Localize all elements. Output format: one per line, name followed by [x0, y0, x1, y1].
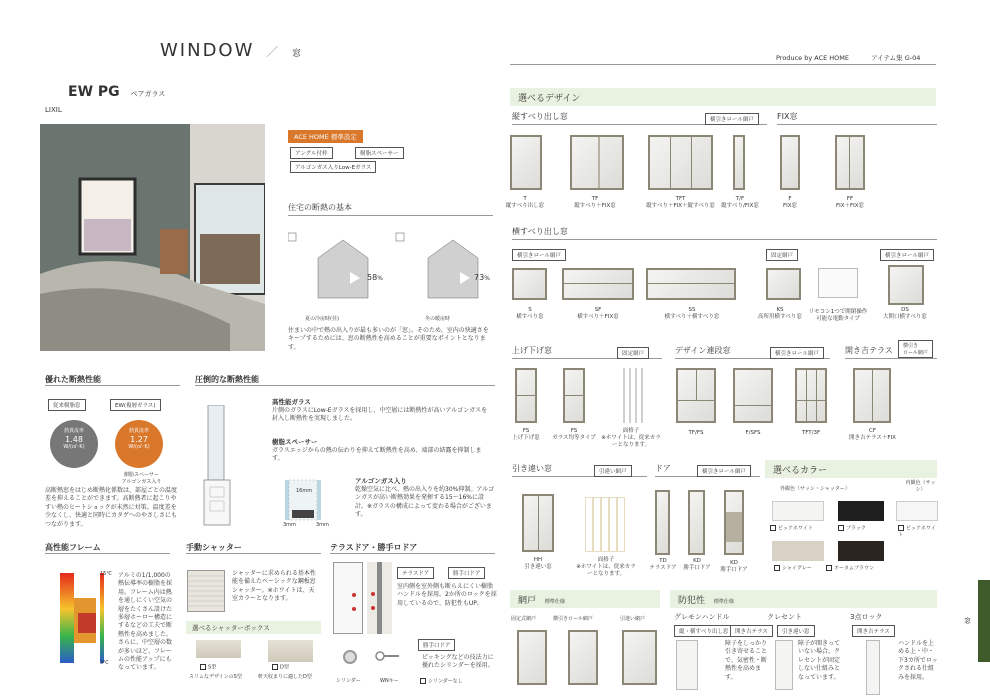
win-FF — [835, 135, 865, 190]
rendo-tag: 横引きロール網戸 — [770, 347, 824, 359]
u-value-ew — [115, 420, 163, 468]
produce-credit — [776, 53, 920, 62]
name-TFT: 縦すべり＋FIX＋縦すべり窓 — [646, 203, 715, 210]
screen-roll: 横引きロール網戸 — [553, 616, 593, 622]
color-label-1 — [838, 525, 866, 532]
g1-tag-0: 縦・横すべり出し窓 — [674, 625, 733, 637]
code-TF-FS: TF/FS — [688, 430, 704, 436]
key-icon — [375, 649, 400, 664]
crescent-image — [775, 640, 793, 690]
design-section-title: 選べるデザイン — [510, 88, 936, 106]
code-FS2: FS — [570, 428, 578, 434]
outer-color-label: 外観色（サッシ・シャッター） — [780, 486, 850, 492]
win-DS — [888, 265, 924, 305]
g1-desc: 障子をしっかり引き寄せることで、気密性・断熱性を高めます。 — [725, 640, 768, 681]
hakidashi-tag: 横引き ロール網戸 — [898, 340, 933, 358]
name-KD1: 勝手口ドア — [683, 565, 711, 572]
g2-tag-0: 引き違い窓 — [777, 625, 815, 637]
screen-title-bar — [510, 590, 660, 608]
cyl-none-label — [420, 678, 463, 685]
win-SF — [562, 268, 634, 300]
rendo-title: デザイン連段窓 — [675, 345, 830, 359]
hikichigai-tag: 引違い網戸 — [594, 465, 632, 477]
insulation-title: 住宅の断熱の基本 — [288, 202, 493, 216]
yoko-title: 横すべり出し窓 — [512, 226, 937, 240]
dim-3mm-b: 3mm — [316, 522, 329, 528]
swatch-shy-grey — [772, 541, 824, 561]
summer-label: 夏の冷房時(昼) — [305, 316, 339, 322]
box-s-image — [196, 640, 241, 658]
standard-badge: ACE HOME 標準設定 — [288, 130, 363, 143]
screen-sliding-image — [622, 630, 657, 685]
ageage-tag: 固定網戸 — [617, 347, 649, 359]
summer-unit: % — [377, 275, 383, 282]
code-KD2: KD — [730, 560, 738, 566]
door-tag: 横引きロール網戸 — [697, 465, 751, 477]
box-d-image — [268, 640, 313, 662]
name-FS: 上げ下げ窓 — [512, 435, 540, 442]
name-grille: ※ホワイトは、従来カラーとなります。 — [601, 435, 661, 449]
key-label: WNキー — [380, 678, 399, 684]
product-code: EW PG — [68, 84, 120, 100]
inner-color-label: 内観色（サッシ） — [905, 480, 936, 493]
g1-title: グレモンハンドル — [674, 613, 730, 621]
name-FF: FIX＋FIX窓 — [835, 203, 865, 210]
item-label: アイテム集 — [871, 54, 903, 62]
grille-image — [620, 368, 645, 423]
box-d-desc: 軒天収まりに適したD型 — [258, 674, 312, 680]
name-grille-2: ※ホワイトは、従来カラーとなります。 — [576, 564, 636, 578]
color-name-2: シャイグレー — [782, 565, 812, 572]
g2-desc: 障子が開きっていない場合、クレセントが固定しない仕組みとなっています。 — [798, 640, 841, 681]
terrace-tag-kitchen: 勝手口ドア — [448, 567, 485, 579]
insulation-diagram — [288, 228, 493, 318]
standard-tag-angle: アングル付枠 — [290, 147, 333, 159]
winter-value: 73 — [474, 273, 485, 282]
code-FF: FF — [846, 196, 854, 202]
code-grille-2: 面格子 — [597, 557, 615, 563]
door-TD — [655, 490, 670, 555]
door-image — [333, 562, 363, 634]
label-FS — [505, 428, 547, 442]
compare-ew: EW(複層ガラス) — [110, 399, 161, 411]
win-FS-equal — [563, 368, 585, 423]
winter-unit: % — [484, 275, 490, 282]
door-detail-image — [367, 562, 392, 634]
box-d-label — [272, 664, 289, 671]
g3-title: 3点ロック — [850, 613, 883, 621]
handle-image — [676, 640, 698, 690]
screen-fixed-image — [517, 630, 547, 685]
name-SS: 横すべり＋横すべり窓 — [664, 314, 720, 321]
summer-pct — [367, 273, 383, 282]
title-sep: ／ — [266, 45, 281, 59]
page-title — [160, 40, 303, 61]
fix-title: FIX窓 — [777, 111, 937, 125]
code-TFT-3F: TFT/3F — [801, 430, 821, 436]
win-HH — [522, 494, 554, 552]
code-KD1: KD — [693, 558, 701, 564]
b-value: 1.27 — [130, 434, 148, 444]
label-SF — [560, 307, 636, 321]
ageage-title: 上げ下げ窓 — [512, 345, 662, 359]
s-label-text: S型 — [208, 664, 217, 671]
terrace-desc: 室内側を室外側も断らえにくい樹脂ハンドルを採用。2か所のロックを採用しているので、防犯性もUP。 — [397, 583, 497, 607]
terrace-desc2: ピッキングなどの技法力に優れたシリンダーを採用。 — [422, 654, 494, 670]
name-DS: 大開口横すべり窓 — [883, 314, 927, 321]
label-grille — [600, 428, 662, 449]
label-T — [500, 196, 550, 210]
swatch-inner-white — [896, 501, 938, 521]
name-TF: 縦すべり＋FIX窓 — [574, 203, 616, 210]
remote-control-image — [818, 268, 858, 298]
win-CF — [853, 368, 891, 423]
compare-conventional: 従来樹脂窓 — [48, 399, 86, 411]
code-TsF: T/F — [735, 196, 745, 202]
label-KD2 — [718, 560, 750, 574]
product-sub: ペアガラス — [130, 90, 166, 98]
a-label: 熱貫流率 — [63, 428, 84, 434]
product-name — [68, 84, 165, 100]
grille-image-2 — [585, 497, 625, 552]
win-SS — [646, 268, 736, 300]
title-sub: 窓 — [291, 49, 303, 59]
cylinder-label: シリンダー — [336, 678, 361, 684]
tate-tag: 横引きロール網戸 — [705, 113, 759, 125]
g3-tag-0: 開き吉テラス — [852, 625, 895, 637]
yoko-tag-roll: 横引きロール網戸 — [880, 249, 934, 261]
spacer-desc: ガラスエッジからの熱の伝わりを抑えて断熱性を高め、端部の結露を抑制します。 — [272, 447, 482, 463]
color-name-0: ピュアホワイト — [778, 525, 813, 532]
code-SS: SS — [688, 307, 696, 313]
high-glass-desc: 片側のガラスにLow-Eガラスを採用し、中空層には断熱性が高いアルゴンガスを封入し断熱性を実現しました。 — [272, 407, 488, 423]
label-S — [505, 307, 555, 321]
colors-title: 選べるカラー — [765, 460, 937, 478]
yoko-tag-fixed: 固定網戸 — [766, 249, 798, 261]
name-F: FIX窓 — [782, 203, 798, 210]
code-DS: DS — [901, 307, 909, 313]
terrace-title: テラスドア・勝手ロドア — [330, 542, 495, 554]
win-KS — [766, 268, 801, 300]
side-tab[interactable] — [978, 580, 990, 662]
g2-title: クレセント — [767, 613, 802, 621]
screen-fixed: 固定式網戸 — [511, 616, 537, 622]
security-title-bar — [670, 590, 937, 608]
a-unit: W/(㎡･K) — [63, 443, 85, 450]
label-TD — [647, 558, 679, 572]
code-TF: TF — [591, 196, 599, 202]
performance-desc: 高断熱窓をはじめ断熱化係数は、部屋ごとの温度差を抑えることができます。高断熱者に起こりやすい熱のヒートショックが未然に対策。温度差を少なくし、快適と同時にカタゲへのやさしさにもつながります。 — [45, 487, 178, 528]
d-label-text: D型 — [280, 664, 289, 671]
code-KS: KS — [776, 307, 784, 313]
performance-title: 優れた断熱性能 — [45, 374, 180, 386]
label-F — [772, 196, 808, 210]
label-TFT — [638, 196, 723, 210]
swatch-black — [838, 501, 884, 521]
code-TFT: TFT — [675, 196, 686, 202]
name-KD2: 勝手口ドア — [720, 567, 748, 574]
standard-tag-spacer: 樹脂スペーサー — [355, 147, 404, 159]
produce-text: Produce by ACE HOME — [776, 54, 849, 62]
color-name-3: オータムブラウン — [834, 565, 875, 572]
hakidashi-title: 開き吉テラス — [845, 345, 937, 359]
name-S: 横すべり窓 — [516, 314, 544, 321]
b-label: 熱貫流率 — [128, 428, 149, 434]
label-CF — [840, 428, 905, 442]
code-grille: 面格子 — [622, 428, 640, 434]
summer-value: 58 — [367, 273, 378, 282]
tate-title: 縦すべり出し窓 — [512, 111, 767, 125]
code-SF: SF — [594, 307, 602, 313]
label-grille-2 — [575, 557, 637, 578]
color-label-inner — [898, 525, 938, 539]
label-TF — [565, 196, 625, 210]
standard-tag-argon: アルゴンガス入りLow-Eガラス — [290, 161, 376, 173]
terrace-tag-kitchen-2: 勝手口ドア — [418, 639, 455, 651]
page-number: G-04 — [904, 54, 921, 62]
name-FS2: ガラス均等タイプ — [552, 435, 596, 442]
three-point-lock-image — [866, 640, 880, 695]
win-TF — [570, 135, 624, 190]
name-TsF: 縦すべり/FIX窓 — [721, 203, 759, 210]
label-KS — [750, 307, 810, 321]
room-photo — [40, 124, 265, 351]
argon-desc: 乾燥空気に比べ、熱の出入りを約30%抑制。アルゴンガスが高い断熱効果を発揮する15〜16%に設計。※ガラスの構成によって変わる場合がございます。 — [355, 486, 495, 519]
door-title: ドア — [655, 463, 760, 477]
a-value: 1.48 — [65, 434, 83, 444]
security-sub: 標準仕様 — [713, 599, 734, 605]
g3-desc: ハンドルを上める上・中・下3カ所でロックされる仕組みを採用。 — [898, 640, 938, 681]
color-label-2 — [774, 565, 812, 572]
g1-tag-1: 開き吉テラス — [730, 625, 773, 637]
win-TFT-3F — [795, 368, 827, 423]
win-F-SFS — [733, 368, 773, 423]
label-KD1 — [681, 558, 713, 572]
side-tab-label: 窓 — [964, 617, 971, 625]
name-SF: 横すべり＋FIX窓 — [577, 314, 619, 321]
win-T — [510, 135, 542, 190]
dim-16mm: 16mm — [296, 488, 313, 494]
screen-roll-image — [568, 630, 598, 685]
name-TD: テラスドア — [649, 565, 677, 572]
frame-title: 高性能フレーム — [45, 542, 170, 554]
winter-label: 冬の暖房時 — [425, 316, 451, 322]
header-rule — [510, 64, 936, 65]
title-text: WINDOW — [160, 40, 255, 61]
swatch-pure-white — [772, 501, 824, 521]
cylinder-icon — [343, 650, 357, 664]
screen-sliding: 引違い網戸 — [620, 616, 646, 622]
color-name-1: ブラック — [846, 525, 866, 532]
shutter-title: 手動シャッター — [186, 542, 321, 554]
overwhelming-title: 圧倒的な断熱性能 — [195, 374, 495, 386]
dim-3mm-a: 3mm — [283, 522, 296, 528]
label-SS — [648, 307, 736, 321]
code-F-SFS: F/SFS — [745, 430, 761, 436]
code-S: S — [528, 307, 532, 313]
label-TsF — [715, 196, 765, 210]
color-label-3 — [826, 565, 874, 572]
label-FS2 — [548, 428, 600, 442]
label-FF — [825, 196, 875, 210]
frame-section-illust — [196, 405, 266, 530]
win-FS — [515, 368, 537, 423]
temp-low: 3℃ — [100, 660, 109, 666]
screen-title: 網戸 — [518, 596, 537, 606]
win-S — [512, 268, 547, 300]
win-TF-FS — [676, 368, 716, 423]
cyl-none-text: シリンダーなし — [428, 678, 463, 685]
code-HH: HH — [533, 557, 543, 563]
swatch-autumn-brown — [838, 541, 884, 561]
insulation-desc: 住まいの中で熱の出入りが最も多いのが「窓」。そのため、室内の快適さをキープするためには、窓の断熱性を高めることが重要なポイントとなります。 — [288, 327, 489, 351]
remote-label: リモコン1つで開閉操作可能な電動タイプ — [808, 309, 868, 323]
box-s-label — [200, 664, 216, 671]
shutter-desc: シャッターに求められる基本性能を備えたベーシックな鋼板窓シャッター。※ホワイトは、天室カラーとなります。 — [232, 570, 316, 603]
name-CF: 開き吉テラス＋FIX — [849, 435, 896, 442]
winter-pct — [474, 273, 490, 282]
screen-sub: 標準仕様 — [544, 599, 565, 605]
security-title: 防犯性 — [678, 596, 706, 606]
color-name-inner: ピュアホワイト — [898, 525, 936, 538]
win-TF-slim — [733, 135, 745, 190]
label-DS — [870, 307, 940, 321]
b-unit: W/(㎡･K) — [128, 443, 150, 450]
name-KS: 高所用横すべり窓 — [758, 314, 802, 321]
u-value-conventional — [50, 420, 98, 468]
maker: LIXIL — [45, 106, 62, 114]
name-T: 縦すべり出し窓 — [505, 203, 545, 210]
win-TFT — [648, 135, 713, 190]
code-T: T — [523, 196, 527, 202]
door-KD-1 — [688, 490, 705, 555]
shutter-image — [187, 570, 225, 612]
box-s-desc: スリムなデザインのS型 — [189, 674, 242, 680]
terrace-tag-terrace: テラスドア — [397, 567, 434, 579]
code-FS: FS — [522, 428, 530, 434]
shutter-box-title: 選べるシャッターボックス — [186, 621, 321, 634]
temp-high: 15℃ — [100, 571, 112, 577]
frame-desc: アルミの1/1,000の熱伝導率の樹脂を採用。フレーム内は熱を通しにくい空気の層をたくさん設けた多層ホーロー構造にするなどの工夫で断熱性を高めました。さらに、中空層の数が多いほど、フレームの性能アップにもなっています。 — [118, 572, 173, 672]
thermal-image — [48, 568, 110, 668]
code-CF: CF — [868, 428, 876, 434]
b-note: 樹脂スペーサー アルゴンガス入り — [121, 472, 162, 485]
hikichigai-title: 引き違い窓 — [512, 463, 647, 477]
win-F — [780, 135, 800, 190]
code-F: F — [788, 196, 792, 202]
spacer-title: 樹脂スペーサー — [272, 438, 318, 446]
code-TD: TD — [659, 558, 667, 564]
high-glass-title: 高性能ガラス — [272, 398, 311, 406]
yoko-tag: 横引きロール網戸 — [512, 249, 566, 261]
name-HH: 引き違い窓 — [524, 564, 552, 571]
argon-title: アルゴンガス入り — [355, 477, 407, 485]
color-label-0 — [770, 525, 813, 532]
label-HH — [512, 557, 564, 571]
door-KD-2 — [724, 490, 744, 555]
